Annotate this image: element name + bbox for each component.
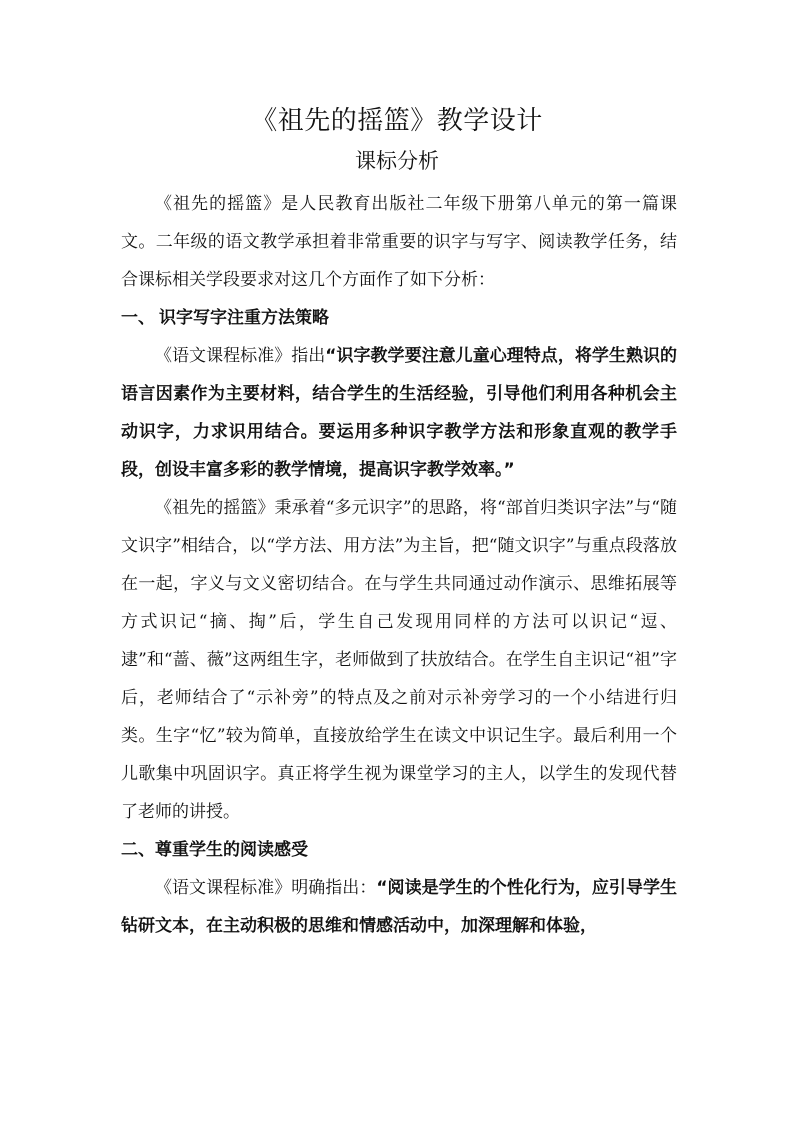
- section-2-quote: “阅读是学生的个性化行为，应引导学生钻研文本，在主动积极的思维和情感活动中，加深理解和体验，: [121, 878, 677, 936]
- section-1-paragraph-1: [121, 337, 677, 489]
- document-body: [121, 185, 677, 945]
- section-1-paragraph-2: 《祖先的摇篮》秉承着“多元识字”的思路，将“部首归类识字法”与“随文识字”相结合，以“学方法、用方法”为主旨，把“随文识字”与重点段落放在一起，字义与文义密切结合。在与学生共同通过动作演示、思维拓展等方式识记“摘、掏”后，学生自己发现用同样的方法可以识记“逗、逮”和“蔷、薇”这两组生字，老师做到了扶放结合。在学生自主识记“祖”字后，老师结合了“示补旁”的特点及之前对示补旁学习的一个小结进行归类。生字“忆”较为简单，直接放给学生在读文中识记生字。最后利用一个儿歌集中巩固识字。真正将学生视为课堂学习的主人，以学生的发现代替了老师的讲授。: [121, 498, 677, 822]
- intro-paragraph: 《祖先的摇篮》是人民教育出版社二年级下册第八单元的第一篇课文。二年级的语文教学承担着非常重要的识字与写字、阅读教学任务，结合课标相关学段要求对这几个方面作了如下分析：: [121, 194, 677, 290]
- document-subtitle: 课标分析: [355, 149, 439, 173]
- section-1-quote: “识字教学要注意儿童心理特点，将学生熟识的语言因素作为主要材料，结合学生的生活经验，引导他们利用各种机会主动识字，力求识用结合。要运用多种识字教学方法和形象直观的教学手段，创设丰富多彩的教学情境，提高识字教学效率。”: [121, 346, 677, 480]
- section-2-heading: 二、尊重学生的阅读感受: [121, 840, 308, 860]
- section-1-number: 一、: [121, 308, 155, 328]
- section-1-heading: [121, 299, 677, 337]
- document-title: 《祖先的摇篮》教学设计: [251, 106, 543, 136]
- section-2-paragraph-1: [121, 869, 677, 945]
- section-1-heading-text: 识字写字注重方法策略: [159, 308, 329, 328]
- section-1-lead: 《语文课程标准》指出: [155, 346, 326, 366]
- section-2-lead: 《语文课程标准》明确指出：: [155, 878, 377, 898]
